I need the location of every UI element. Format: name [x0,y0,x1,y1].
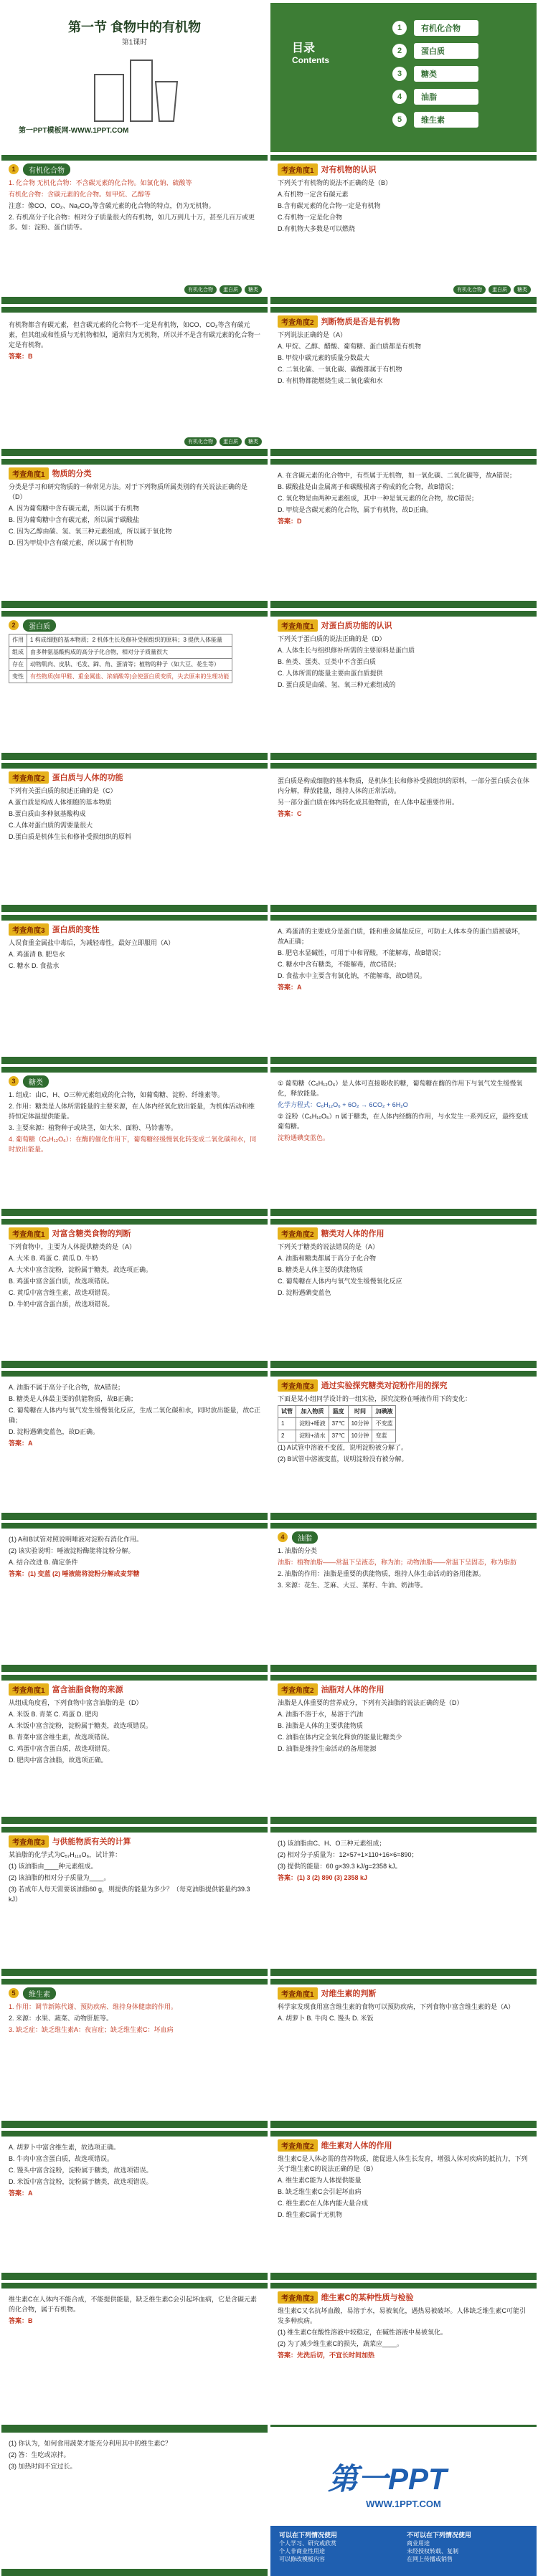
slide-row [0,1675,538,1824]
brand-footer [270,2526,537,2576]
section-header: 考查角度1 富含油脂食物的来源 [9,1683,123,1695]
nav-bar [453,285,531,294]
bottom-band [1,601,268,608]
nav-bar [184,285,262,294]
section-header: 考查角度2 糖类对人体的作用 [278,1227,384,1239]
slide-row [0,1219,538,1368]
top-band [1,1219,268,1225]
section-header: 考查角度2 油脂对人体的作用 [278,1683,384,1695]
cover-slide[interactable] [1,3,268,152]
bottom-band [270,2273,537,2280]
cover-subtitle: 第1课时 [121,39,148,47]
nav-button[interactable]: 有机化合物 [453,285,486,294]
slide-body: 1. 作用：调节新陈代谢、预防疾病、维持身体健康的作用。 2. 来源：水果、蔬菜、动物肝脏等。 3. 缺乏症：缺乏维生素A：夜盲症；缺乏维生素C：坏血病 [9,2003,178,2033]
slide-body: A. 鸡蛋清的主要成分是蛋白质，能和重金属盐反应，可防止人体本身的蛋白质被破坏，故A正确； B. 肥皂水显碱性，可用于中和胃酸，不能解毒，故B错误； C. 糖水中含有糖类，不能解毒，故C错误； D. 食盐水中主要含有氯化钠，不能解毒，故D错误。 答案：A [278,928,525,991]
content-slide[interactable] [270,1067,537,1216]
brand-slide[interactable] [270,2427,537,2576]
slide-row [0,1979,538,2128]
protein-table [9,634,232,683]
nav-button[interactable]: 蛋白质 [489,285,511,294]
slide-row [0,155,538,304]
toc-item[interactable]: 4 油脂 [392,89,478,105]
content-slide[interactable] [1,459,268,608]
slide-row [0,1827,538,1976]
content-slide[interactable] [270,915,537,1064]
slide-body [9,634,260,683]
section-header: 考查角度1 对有机物的认识 [278,163,377,175]
top-band [1,459,268,465]
slide-body: 某油脂的化学式为C₅₇H₁₁₀O₆，试计算： (1) 该油脂由____种元素组成。 (2) 该油脂的相对分子质量为____。 (3) 若成年人每天需要该油脂60 g，则提供的能量为多少？（每克油脂提供能量约39.3 kJ） [9,1851,250,1903]
slide-row [0,2131,538,2280]
section-header: 2 蛋白质 [9,619,56,631]
section-header: 4 油脂 [278,1531,318,1543]
section-header: 5 维生素 [9,1987,56,1999]
bottom-band [1,449,268,456]
top-band [270,763,537,769]
content-slide[interactable] [1,2427,268,2576]
bottom-band [1,1969,268,1976]
toc-item[interactable]: 2 蛋白质 [392,43,478,59]
top-band [1,1371,268,1377]
top-band [270,1371,537,1377]
toc-item[interactable]: 3 糖类 [392,66,478,82]
bottom-band [1,2569,268,2576]
bottom-band [1,905,268,912]
slide-body: 1. 油脂的分类 油脂：植物油脂——常温下呈液态，称为油；动物油脂——常温下呈固态，称为脂肪 2. 油脂的作用：油脂是重要的供能物质，维持人体生命活动的备用能源。 3. 来源：花生、芝麻、大豆、菜籽、牛油、奶油等。 [278,1547,517,1589]
bottom-band [270,753,537,760]
content-slide[interactable] [1,1371,268,1520]
content-slide[interactable] [270,1219,537,1368]
content-slide[interactable] [1,763,268,912]
content-slide[interactable] [1,307,268,456]
slide-body: 下列食物中，主要为人体提供糖类的是（A） A. 大米 B. 鸡蛋 C. 黄瓜 D. 牛奶 A. 大米中富含淀粉，淀粉属于糖类，故选项正确。 B. 鸡蛋中富含蛋白质，故选项错误。 C. 黄瓜中富含维生素，故选项错误。 D. 牛奶中富含蛋白质，故选项错误。 [9,1243,153,1308]
slide-body: A. 胡萝卜中富含维生素，故选项正确。 B. 牛肉中富含蛋白质，故选项错误。 C. 馒头中富含淀粉，淀粉属于糖类，故选项错误。 D. 米饭中富含淀粉，淀粉属于糖类，故选项错误。 答案：A [9,2144,153,2197]
content-slide[interactable] [1,915,268,1064]
bottom-band [270,1361,537,1368]
slide-body: 人误食重金属盐中毒后，为减轻毒性，最好立即服用（A） A. 鸡蛋清 B. 肥皂水 C. 糖水 D. 食盐水 [9,939,175,969]
content-slide[interactable] [270,1371,537,1520]
slide-row [0,2283,538,2432]
section-header: 考查角度3 维生素C的某种性质与检验 [278,2291,414,2303]
slide-row [0,611,538,760]
cover-title: 第一节 食物中的有机物 [68,20,201,34]
content-slide[interactable] [270,611,537,760]
bottom-band [270,1969,537,1976]
slide-row [0,3,538,152]
top-band [270,1827,537,1833]
section-header: 考查角度2 蛋白质与人体的功能 [9,771,123,783]
section-header: 考查角度2 维生素对人体的作用 [278,2139,392,2151]
bottom-band [1,1057,268,1064]
content-slide[interactable] [270,155,537,304]
bottom-band [1,297,268,304]
top-band [270,2131,537,2137]
top-band [270,1523,537,1529]
slide-body: 有机物都含有碳元素，但含碳元素的化合物不一定是有机物，如CO、CO₂等含有碳元素，但其组成和性质与无机物相似，通常归为无机物，所以并不是含有碳元素的化合物一定是有机物。 答案：B [9,321,261,360]
brand-site[interactable]: WWW.1PPT.COM [366,2499,441,2509]
top-band [1,611,268,617]
toc-slide[interactable] [270,3,537,152]
top-band [1,1979,268,1985]
content-slide[interactable] [1,611,268,760]
brand-logo: 第一PPT [328,2462,447,2496]
top-band [1,763,268,769]
bottom-band [270,1817,537,1824]
top-band [270,915,537,921]
nav-button[interactable]: 有机化合物 [184,285,217,294]
nav-button[interactable]: 有机化合物 [184,437,217,446]
bottom-band [1,2121,268,2128]
content-slide[interactable] [1,155,268,304]
cover-footer: 第一PPT模板网-WWW.1PPT.COM [19,127,129,135]
nav-button[interactable]: 糖类 [514,285,531,294]
table-row: 存在 动物肌肉、皮肤、毛发、蹄、角、蛋清等；植物的种子（如大豆、花生等） [9,659,232,671]
slide-row [0,2427,538,2576]
top-band [270,2283,537,2289]
slide-body: 维生素C是人体必需的营养物质，能促进人体生长发育，增强人体对疾病的抵抗力，下列关于维生素C的说法正确的是（B） A. 维生素C能为人体提供能量 B. 缺乏维生素C会引起坏血病 C. 维生素C在人体内能大量合成 D. 维生素C属于无机物 [278,2155,528,2218]
nav-bar [184,437,262,446]
slide-body: A. 在含碳元素的化合物中，有些属于无机物，如一氧化碳、二氧化碳等，故A错误； B. 碳酸盐是由金属离子和碳酸根离子构成的化合物，故B错误； C. 氧化物是由两种元素组成，其中一种是氧元素的化合物，故C错误； D. 甲烷是含碳元素的化合物，属于有机物，故D正确。 答案：D [278,472,516,525]
slide-row [0,1523,538,1672]
section-header: 考查角度2 判断物质是否是有机物 [278,315,400,327]
table-row: 组成 由多种氨基酸构成的高分子化合物，相对分子质量很大 [9,647,232,659]
bottom-band [270,905,537,912]
top-band [270,611,537,617]
slide-body: ① 葡萄糖（C₆H₁₂O₆）是人体可直接吸收的糖，葡萄糖在酶的作用下与氧气发生缓慢氧化，释放能量。 化学方程式：C₆H₁₂O₆ + 6O₂ → 6CO₂ + 6H₂O ② 淀粉（C₆H₁₀O₅）n 属于糖类，在人体内经酶的作用，与水发生一系列反应，最终变成葡萄糖。 淀粉遇碘变蓝色。 [278,1080,529,1141]
slide-row [0,1067,538,1216]
slide-body: (1) 该油脂由C、H、O三种元素组成； (2) 相对分子质量为：12×57+1×110+16×6=890； (3) 提供的能量：60 g×39.3 kJ/g=2358 kJ。 答案：(1) 3 (2) 890 (3) 2358 kJ [278,1840,418,1881]
nav-button[interactable]: 糖类 [245,437,262,446]
top-band [1,1523,268,1529]
bottom-band [270,1057,537,1064]
slide-row [0,459,538,608]
top-band [1,1827,268,1833]
section-header: 考查角度3 与供能物质有关的计算 [9,1835,131,1847]
section-header: 考查角度1 对富含糖类食物的判断 [9,1227,131,1239]
slide-row [0,763,538,912]
bottom-band [270,1665,537,1672]
top-band [270,1675,537,1681]
table-row: 1 淀粉+唾液 37℃ 10分钟 不变蓝 [278,1418,396,1430]
top-band [270,1979,537,1985]
toc-list [392,20,478,135]
content-slide[interactable] [1,1219,268,1368]
contents-heading: 目录 Contents [292,42,329,65]
content-slide[interactable] [1,1067,268,1216]
section-header: 考查角度3 通过实验探究糖类对淀粉作用的探究 [278,1379,448,1391]
content-slide[interactable] [1,1523,268,1672]
top-band [1,2427,268,2433]
slide-body: 下列关于蛋白质的说法正确的是（D） A. 人体生长与组织修补所需的主要原料是蛋白质 B. 鱼类、蛋类、豆类中不含蛋白质 C. 人体所需的能量主要由蛋白质提供 D. 蛋白质是由碳、氢、氧三种元素组成的 [278,635,415,688]
slide-body: 1. 化合物 无机化合物：不含碳元素的化合物。如氯化钠、硫酸等 有机化合物：含碳元素的化合物。如甲烷、乙醇等 注意：像CO、CO₂、Na₂CO₃等含碳元素的化合物的特点，仍为无机物。 2. 有机高分子化合物：相对分子质量很大的有机物，如几万到几十万，甚至几百万或更多。如：淀粉、蛋白质等。 [9,179,255,231]
section-header: 考查角度3 蛋白质的变性 [9,923,100,935]
bottom-band [270,1209,537,1216]
bottom-band [1,1209,268,1216]
top-band [270,459,537,465]
bottom-band [1,1817,268,1824]
table-header: 试管 加入物质 温度 时间 加碘液 [278,1406,396,1418]
top-band [270,155,537,161]
bottom-band [270,297,537,304]
slide-row [0,915,538,1064]
slide-body: 科学家发现食用富含维生素的食物可以预防疾病，下列食物中富含维生素的是（A） A. 胡萝卜 B. 牛肉 C. 馒头 D. 米饭 [278,2003,515,2022]
section-header: 考查角度1 物质的分类 [9,467,92,479]
bottom-band [1,1513,268,1520]
top-band [1,2283,268,2289]
section-header: 1 有机化合物 [9,163,70,175]
lab-glassware-illustration [88,53,181,125]
top-band [1,2131,268,2137]
slide-body: 油脂是人体重要的营养成分，下列有关油脂的说法正确的是（D） A. 油脂不溶于水，易溶于汽油 B. 油脂是人体的主要供能物质 C. 油脂在体内完全氧化释放的能量比糖类少 D. 油脂是维持生命活动的备用能源 [278,1699,463,1752]
bottom-band [270,601,537,608]
top-band [1,915,268,921]
top-band [1,307,268,313]
toc-item[interactable]: 5 维生素 [392,112,478,128]
experiment-table [278,1405,396,1443]
top-band [270,1219,537,1225]
slide-body: 1. 组成：由C、H、O三种元素组成的化合物，如葡萄糖、淀粉、纤维素等。 2. 作用：糖类是人体所需能量的主要来源，在人体内经氧化放出能量，为机体活动和维持恒定体温提供能量。 3. 主要来源：植物种子或块茎，如大米、面粉、马铃薯等。 4. 葡萄糖（C₆H₁₂O₆）：在酶的催化作用下，葡萄糖经缓慢氧化转变成二氧化碳和水，同时放出能量。 [9,1091,257,1153]
nav-button[interactable]: 蛋白质 [220,285,242,294]
slide-body: 分类是学习和研究物质的一种常见方法。对于下列物质所属类别的有关说法正确的是（D） A. 因为葡萄糖中含有碳元素，所以属于有机物 B. 因为葡萄糖中含有碳元素，所以属于碳酸盐 C. 因为乙醇由碳、氢、氧三种元素组成，所以属于氧化物 D. 因为甲烷中含有碳元素，所以属于有机物 [9,483,248,546]
content-slide[interactable] [1,1979,268,2128]
top-band [270,307,537,313]
usage-allowed: 可以在下列情况使用 个人学习、研究或欣赏 个人非商业性用途 可以修改模板内容 [279,2532,338,2562]
slide-body: 维生素C在人体内不能合成，不能提供能量，缺乏维生素C会引起坏血病，它是含碳元素的化合物，属于有机物。 答案：B [9,2296,258,2324]
bottom-band [1,2273,268,2280]
bottom-band [1,1361,268,1368]
content-slide[interactable] [270,1979,537,2128]
bottom-band [270,449,537,456]
section-header: 考查角度1 对维生素的判断 [278,1987,377,1999]
content-slide[interactable] [270,763,537,912]
slide-body: 下面是某小组同学设计的一组实验，探究淀粉在唾液作用下的变化： 试管 加入物质 温度 时间 加碘液 1 淀粉+唾液 37℃ 10分钟 不变蓝 2 淀粉+清水 37℃ 10分钟 变蓝 (1) A试管中溶液不变蓝，说明淀粉被分解了。 (2) B试管中溶液变蓝，说明淀粉没有被分解。 [278,1395,472,1463]
table-row: 2 淀粉+清水 37℃ 10分钟 变蓝 [278,1430,396,1443]
slide-body: 下列关于有机物的说法不正确的是（B） A.有机物一定含有碳元素 B.含有碳元素的化合物一定是有机物 C.有机物一定是化合物 D.有机物大多数是可以燃烧 [278,179,392,232]
usage-forbidden: 不可以在下列情况使用 商业用途 未经授权转载、复制 在网上传播或销售 [407,2532,472,2562]
content-slide[interactable] [270,1827,537,1976]
nav-button[interactable]: 糖类 [245,285,262,294]
content-slide[interactable] [1,1675,268,1824]
bottom-band [270,2121,537,2128]
slide-row [0,307,538,456]
top-band [1,1675,268,1681]
table-row: 变性 有些物质(如甲醛、重金属盐、浓硝酸等)会使蛋白质变质，失去原来的生理功能 [9,671,232,683]
content-slide[interactable] [270,1523,537,1672]
section-header: 3 糖类 [9,1075,49,1087]
bottom-band [270,1513,537,1520]
content-slide[interactable] [1,1827,268,1976]
slide-body: 下列关于糖类的说法错误的是（A） A. 油脂和糖类都属于高分子化合物 B. 糖类是人体主要的供能物质 C. 葡萄糖在人体内与氧气发生缓慢氧化反应 D. 淀粉遇碘变蓝色 [278,1243,402,1296]
top-band [1,1067,268,1073]
slide-row [0,1371,538,1520]
section-header: 考查角度1 对蛋白质功能的认识 [278,619,392,631]
slide-body: (1) A和B试管对照说明唾液对淀粉有消化作用。 (2) 该实验说明：唾液淀粉酶能将淀粉分解。 A. 结合改进 B. 确定条件 答案：(1) 变蓝 (2) 唾液能将淀粉分解成麦芽糖 [9,1536,143,1577]
content-slide[interactable] [270,459,537,608]
nav-button[interactable]: 蛋白质 [220,437,242,446]
slide-body: 下列有关蛋白质的叙述正确的是（C） A.蛋白质是构成人体细胞的基本物质 B.蛋白质由多种氨基酸构成 C.人体对蛋白质的需要量很大 D.蛋白质是机体生长和修补受损组织的原料 [9,787,132,840]
slide-body: 下列说法正确的是（A） A. 甲烷、乙醇、醋酸、葡萄糖、蛋白质都是有机物 B. 甲烷中碳元素的质量分数最大 C. 二氧化碳、一氧化碳、碳酸都属于有机物 D. 有机物都能燃烧生成二氧化碳和水 [278,331,422,384]
content-slide[interactable] [270,2131,537,2280]
bottom-band [1,1665,268,1672]
content-slide[interactable] [1,2283,268,2432]
slide-body: 维生素C又名抗坏血酸，易溶于水，易被氧化，遇热易被破坏。人体缺乏维生素C可能引发多种疾病。 (1) 维生素C在酸性溶液中较稳定，在碱性溶液中易被氧化。 (2) 为了减少维生素C的损失，蔬菜应____。 答案：先洗后切，不宜长时间加热 [278,2307,527,2359]
brand-panel [270,2427,537,2576]
slide-body: 从组成角度看，下列食物中富含油脂的是（D） A. 米饭 B. 青菜 C. 鸡蛋 D. 肥肉 A. 米饭中富含淀粉，淀粉属于糖类，故选项错误。 B. 青菜中富含维生素，故选项错误。 C. 鸡蛋中富含蛋白质，故选项错误。 D. 肥肉中富含油脂，故选项正确。 [9,1699,153,1764]
slide-body: (1) 你认为，如何食用蔬菜才能充分利用其中的维生素C？ (2) 答：生吃或凉拌。 (3) 加热时间不宜过长。 [9,2440,172,2470]
table-row: 作用 1 构成细胞的基本物质；2 机体生长及修补受损组织的原料；3 提供人体能量 [9,635,232,647]
content-slide[interactable] [1,2131,268,2280]
top-band [270,1067,537,1073]
content-slide[interactable] [270,1675,537,1824]
toc-item[interactable]: 1 有机化合物 [392,20,478,36]
content-slide[interactable] [270,307,537,456]
top-band [1,155,268,161]
slide-body: 蛋白质是构成细胞的基本物质，是机体生长和修补受损组织的原料，一部分蛋白质会在体内分解，释放能量，维持人体的正常活动。 另一部分蛋白质在体内转化成其他物质，在人体中起重要作用。 答案：C [278,777,530,817]
bottom-band [1,753,268,760]
slide-body: A. 油脂不属于高分子化合物，故A错误； B. 糖类是人体最主要的供能物质，故B正确； C. 葡萄糖在人体内与氧气发生缓慢氧化反应，生成二氧化碳和水，同时放出能量，故C正确； D. 淀粉遇碘变蓝色，故D正确。 答案：A [9,1384,261,1447]
content-slide[interactable] [270,2283,537,2432]
